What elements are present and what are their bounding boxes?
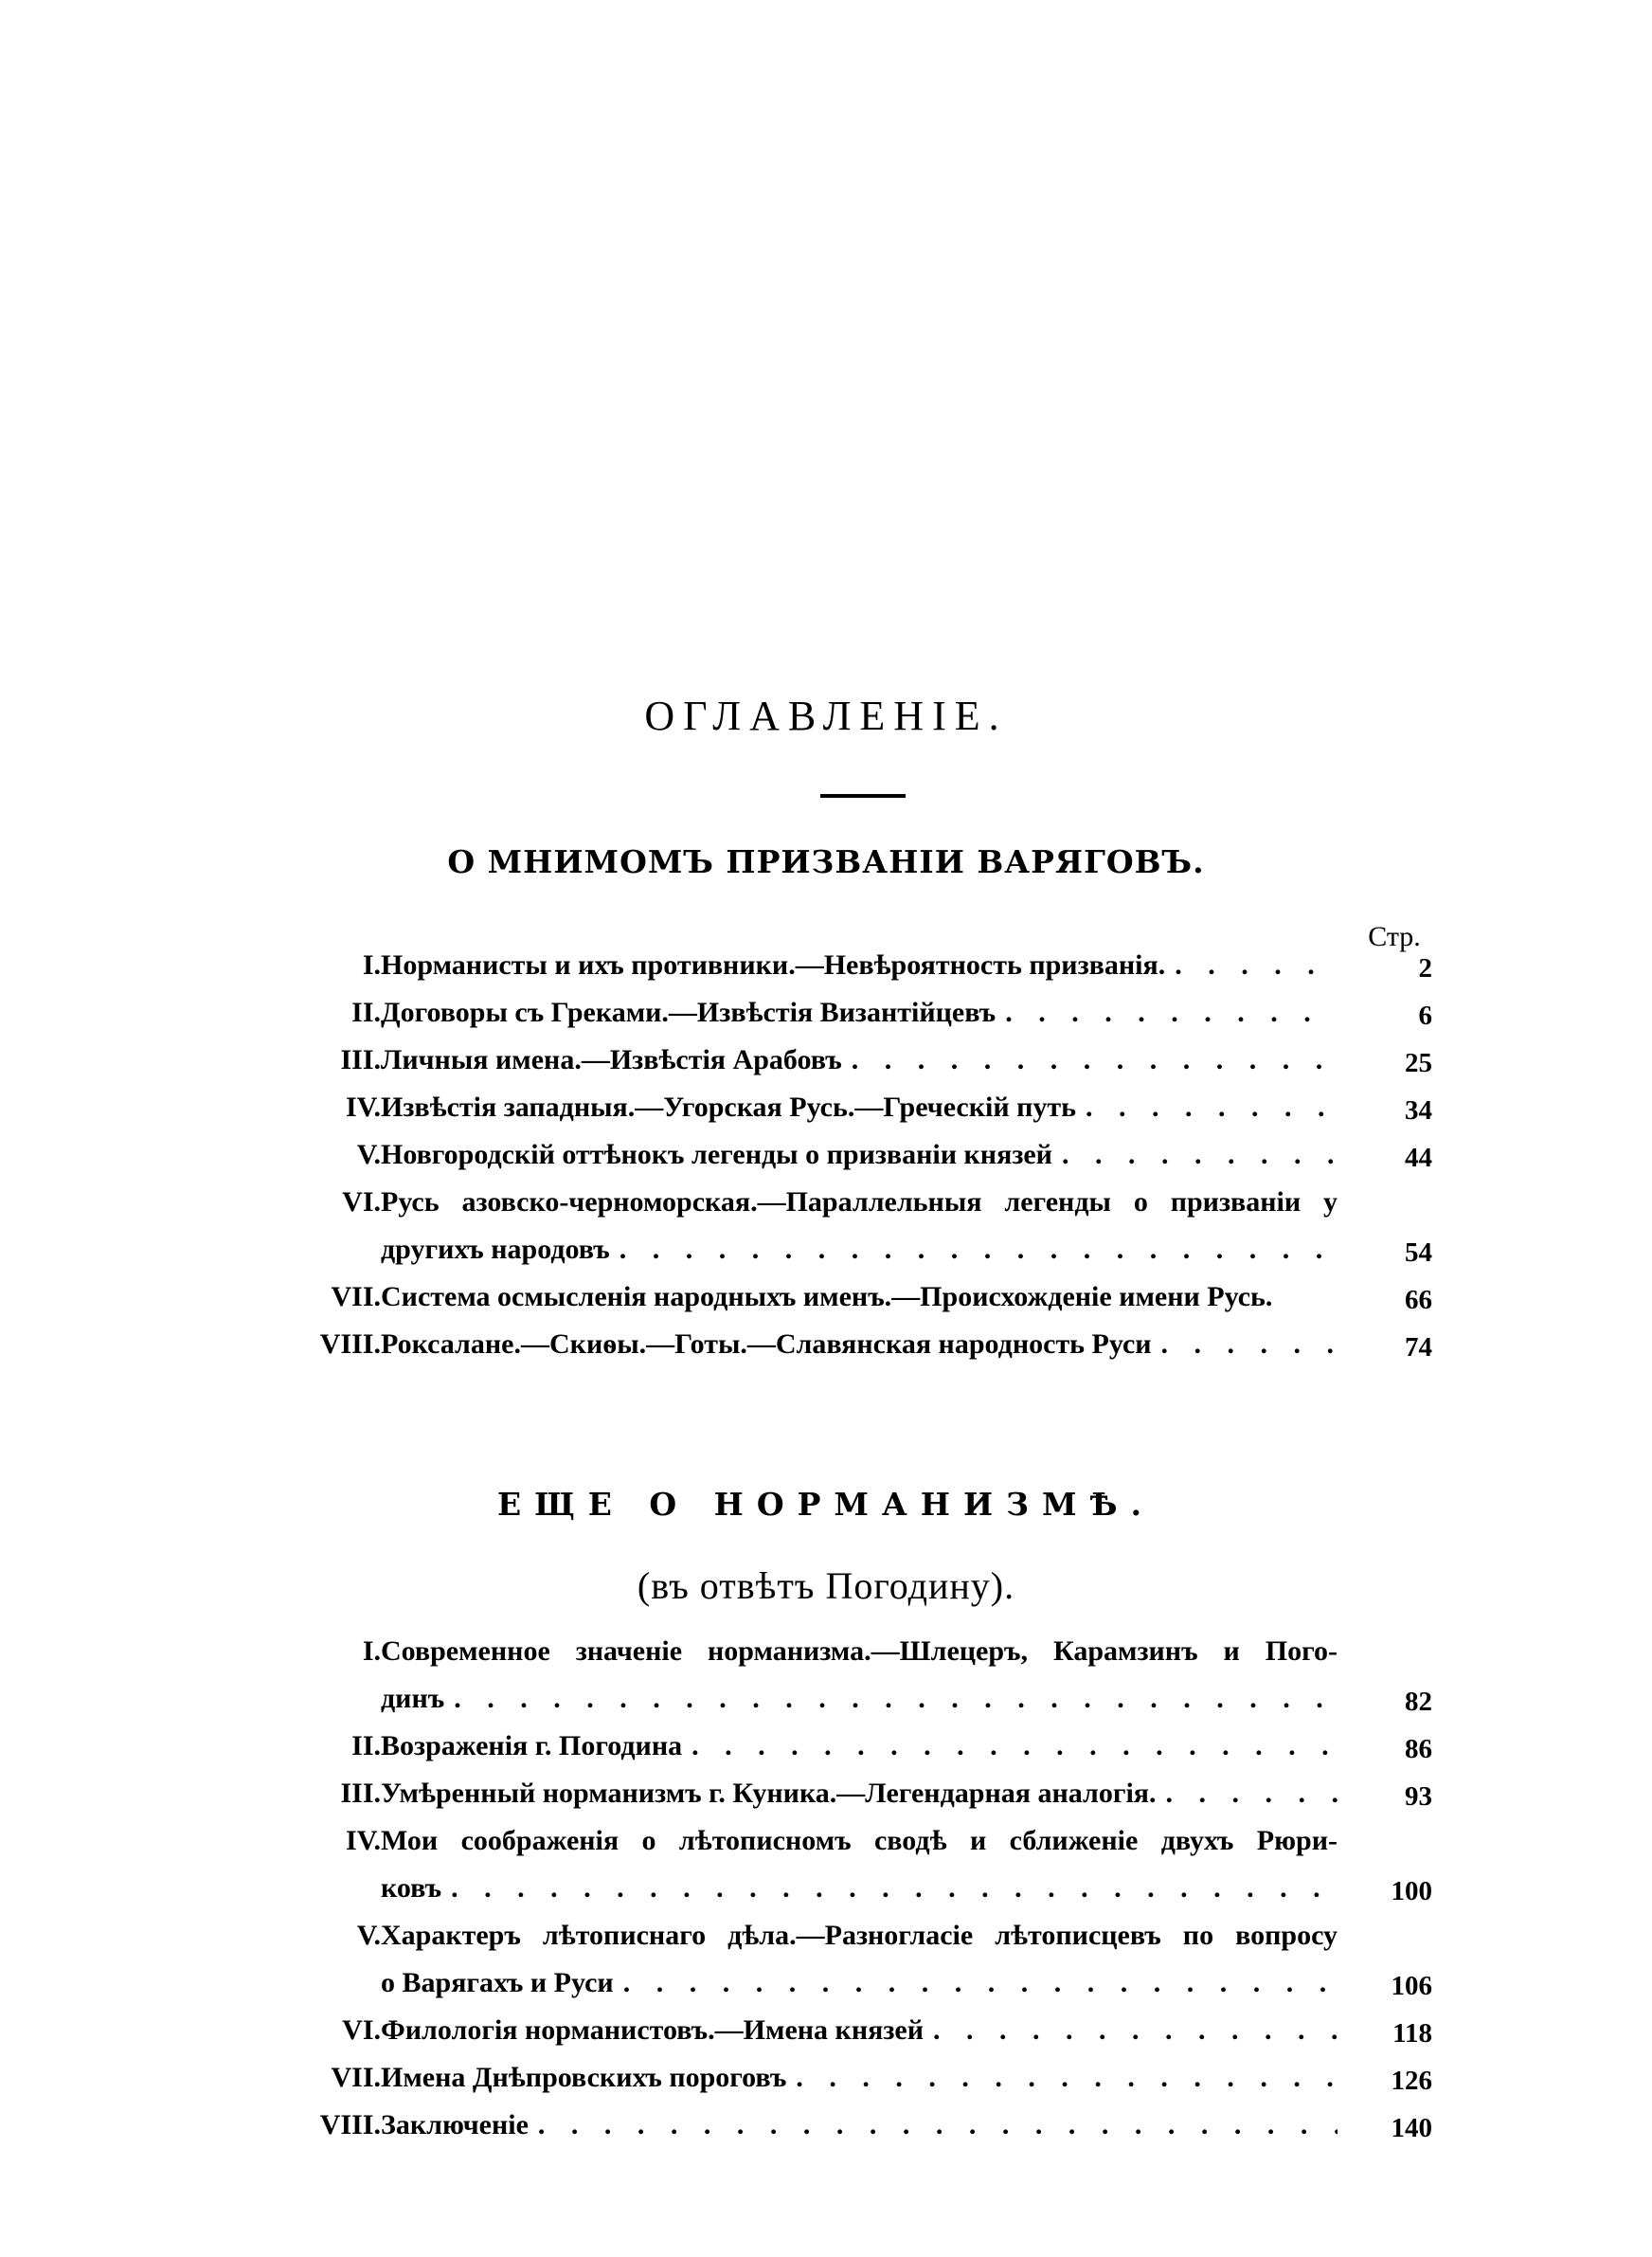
toc-entry[interactable] — [0, 1183, 1652, 1277]
toc-entry-page: 118 — [1392, 2018, 1432, 2049]
dot-leader — [614, 1967, 1338, 1999]
title-divider — [820, 794, 906, 798]
toc-entry-title: Заключеніе — [381, 2109, 529, 2140]
toc-entry[interactable] — [0, 1774, 1652, 1821]
toc-entry-title-cont: динъ — [381, 1683, 445, 1714]
toc-entry-title-cont: о Варягахъ и Руси — [381, 1967, 614, 1998]
toc-entry[interactable] — [0, 1277, 1652, 1325]
dot-leader — [444, 1683, 1338, 1715]
toc-entry-title: Новгородскій оттѣнокъ легенды о призваніи князей — [381, 1139, 1052, 1170]
toc-entry-number: I. — [362, 949, 381, 981]
toc-entry-page: 2 — [1418, 953, 1432, 984]
dot-leader — [1157, 1778, 1338, 1810]
toc-entry[interactable] — [0, 1135, 1652, 1183]
dot-leader — [529, 2109, 1338, 2141]
toc-entry-page: 140 — [1391, 2113, 1432, 2143]
toc-entry-number: V. — [356, 1920, 381, 1951]
toc-entry-title: Личныя имена.—Извѣстія Арабовъ — [381, 1044, 842, 1075]
toc-entry-page: 44 — [1405, 1143, 1432, 1173]
toc-entry[interactable] — [0, 1726, 1652, 1774]
toc-entry-title: Русь азовско-черноморская.—Параллельныя легенды о призваніи у — [381, 1186, 1338, 1218]
section-title-2: ЕЩЕ О НОРМАНИЗМѢ. — [496, 1486, 1156, 1523]
toc-entry-title-cont: ковъ — [381, 1872, 442, 1904]
toc-entry-page: 100 — [1391, 1876, 1432, 1906]
toc-entry[interactable] — [0, 2058, 1652, 2105]
toc-entry-title: Возраженія г. Погодина — [381, 1730, 683, 1761]
toc-entry-page: 106 — [1391, 1971, 1432, 2001]
dot-leader — [1052, 1139, 1338, 1171]
toc-entry-title: Филологія норманистовъ.—Имена князей — [381, 2014, 925, 2046]
toc-entry-number: VII. — [331, 2062, 381, 2093]
toc-entry-page: 126 — [1391, 2066, 1432, 2096]
toc-entry-title-cont: другихъ народовъ — [381, 1234, 610, 1265]
section-subtitle-2: (въ отвѣтъ Погодину). — [637, 1564, 1015, 1607]
toc-entry-title: Мои соображенія о лѣтописномъ сводѣ и сближеніе двухъ Рюри- — [381, 1825, 1338, 1856]
toc-entry[interactable] — [0, 946, 1652, 993]
toc-entry-page: 93 — [1405, 1781, 1432, 1812]
toc-entry[interactable] — [0, 1632, 1652, 1726]
toc-entry[interactable] — [0, 1916, 1652, 2011]
toc-entry[interactable] — [0, 1821, 1652, 1916]
toc-entry-title: Характеръ лѣтописнаго дѣла.—Разногласіе лѣтописцевъ по вопросу — [381, 1920, 1338, 1951]
toc-entry-page: 25 — [1405, 1048, 1432, 1078]
toc-entry-number: IV. — [346, 1092, 381, 1123]
toc-entry[interactable] — [0, 1325, 1652, 1372]
toc-entry-number: II. — [351, 1730, 381, 1761]
toc-entry-page: 74 — [1405, 1332, 1432, 1363]
toc-entry-number: V. — [356, 1139, 381, 1170]
toc-entry-title: Роксалане.—Скиѳы.—Готы.—Славянская народность Руси — [381, 1328, 1152, 1360]
toc-entry-title: Имена Днѣпровскихъ пороговъ — [381, 2062, 787, 2093]
toc-entry-title: Система осмысленія народныхъ именъ.—Происхожденіе имени Русь. — [381, 1281, 1273, 1312]
dot-leader — [1076, 1092, 1338, 1124]
page-column-label: Стр. — [1368, 921, 1421, 952]
toc-entry[interactable] — [0, 993, 1652, 1040]
section-title-1: О МНИМОМЪ ПРИЗВАНІИ ВАРЯГОВЪ. — [447, 843, 1205, 880]
toc-entry-title: Умѣренный норманизмъ г. Куника.—Легендарная аналогія. — [381, 1778, 1157, 1809]
toc-entry[interactable] — [0, 1088, 1652, 1135]
toc-entry-title: Договоры съ Греками.—Извѣстія Византійцевъ — [381, 997, 997, 1028]
dot-leader — [1152, 1328, 1338, 1361]
dot-leader — [786, 2062, 1338, 2094]
dot-leader — [682, 1730, 1338, 1762]
toc-entry-number: VI. — [342, 1186, 381, 1218]
toc-entry-number: III. — [340, 1044, 381, 1075]
toc-entry-title: Норманисты и ихъ противники.—Невѣроятность призванія. — [381, 949, 1166, 981]
toc-entry-number: VIII. — [319, 2109, 381, 2140]
toc-entry-title: Извѣстія западныя.—Угорская Русь.—Греческій путь — [381, 1092, 1077, 1123]
toc-entry[interactable] — [0, 2105, 1652, 2153]
toc-section-1 — [0, 946, 1652, 1372]
toc-entry-title: Современное значеніе норманизма.—Шлецеръ, Карамзинъ и Пого- — [381, 1635, 1338, 1667]
toc-entry-number: II. — [351, 997, 381, 1028]
toc-entry-number: VII. — [331, 1281, 381, 1312]
toc-entry-number: I. — [362, 1635, 381, 1667]
dot-leader — [1165, 949, 1338, 982]
dot-leader — [441, 1872, 1338, 1905]
toc-entry-number: VIII. — [319, 1328, 381, 1360]
toc-entry-page: 54 — [1405, 1237, 1432, 1268]
page-title: ОГЛАВЛЕНІЕ. — [644, 693, 1008, 739]
toc-entry-number: III. — [340, 1778, 381, 1809]
toc-entry[interactable] — [0, 1040, 1652, 1088]
toc-entry-page: 6 — [1418, 1001, 1432, 1031]
toc-entry-page: 34 — [1405, 1095, 1432, 1126]
dot-leader — [842, 1044, 1338, 1076]
toc-entry-page: 86 — [1405, 1734, 1432, 1764]
toc-entry-number: IV. — [346, 1825, 381, 1856]
dot-leader — [610, 1234, 1338, 1266]
toc-section-2 — [0, 1632, 1652, 2153]
dot-leader — [996, 997, 1338, 1029]
toc-entry-number: VI. — [342, 2014, 381, 2046]
toc-entry-page: 66 — [1405, 1285, 1432, 1315]
toc-entry-page: 82 — [1405, 1687, 1432, 1717]
dot-leader — [924, 2014, 1338, 2047]
toc-entry[interactable] — [0, 2011, 1652, 2058]
